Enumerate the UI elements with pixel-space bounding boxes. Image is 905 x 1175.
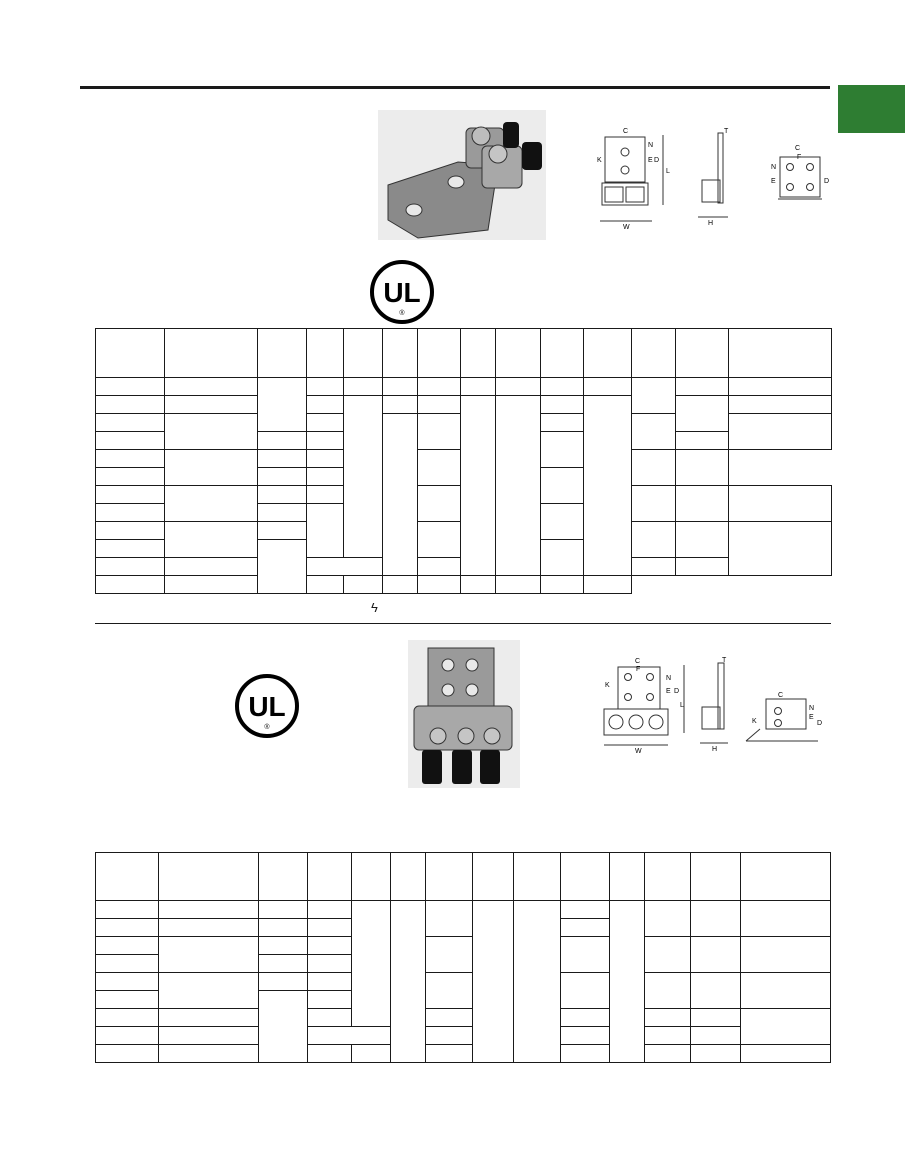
- svg-text:N: N: [809, 705, 815, 712]
- svg-text:K: K: [605, 682, 610, 689]
- product-photo-1: [378, 110, 546, 240]
- svg-text:UL: UL: [383, 277, 421, 308]
- svg-text:D: D: [817, 720, 823, 727]
- section-divider: [95, 623, 831, 624]
- svg-text:W: W: [623, 224, 630, 230]
- svg-text:D: D: [674, 688, 680, 695]
- ul-listed-logo-2: [234, 673, 300, 739]
- svg-text:N: N: [666, 675, 672, 682]
- svg-text:L: L: [680, 702, 684, 709]
- svg-text:T: T: [722, 657, 727, 664]
- svg-text:N: N: [771, 164, 777, 171]
- svg-text:K: K: [752, 718, 757, 725]
- svg-text:C: C: [623, 128, 629, 135]
- svg-text:N: N: [648, 142, 654, 149]
- svg-text:H: H: [712, 746, 718, 753]
- footnote-symbol: ϟ: [371, 600, 378, 615]
- dimension-drawing-1: [590, 125, 830, 230]
- svg-text:C: C: [795, 145, 801, 152]
- ul-listed-logo: [369, 259, 435, 325]
- svg-text:H: H: [708, 220, 714, 227]
- svg-text:C: C: [635, 658, 641, 665]
- product-photo-2: [408, 640, 520, 788]
- svg-text:K: K: [597, 157, 602, 164]
- spec-table-2: [95, 852, 831, 1063]
- svg-text:E: E: [648, 157, 653, 164]
- svg-text:UL: UL: [248, 691, 286, 722]
- svg-text:®: ®: [399, 310, 405, 317]
- svg-text:D: D: [824, 178, 830, 185]
- svg-text:®: ®: [264, 724, 270, 731]
- svg-text:E: E: [666, 688, 671, 695]
- svg-text:L: L: [666, 168, 670, 175]
- spec-table-1: [95, 328, 832, 594]
- top-rule: [80, 86, 830, 89]
- svg-text:F: F: [636, 666, 641, 673]
- svg-text:D: D: [654, 157, 660, 164]
- svg-text:F: F: [797, 154, 802, 161]
- svg-text:C: C: [778, 692, 784, 699]
- svg-text:T: T: [724, 128, 729, 135]
- svg-text:E: E: [771, 178, 776, 185]
- section-color-tab: [838, 85, 905, 133]
- svg-text:E: E: [809, 714, 814, 721]
- svg-text:W: W: [635, 748, 642, 755]
- dimension-drawing-2: [600, 655, 832, 755]
